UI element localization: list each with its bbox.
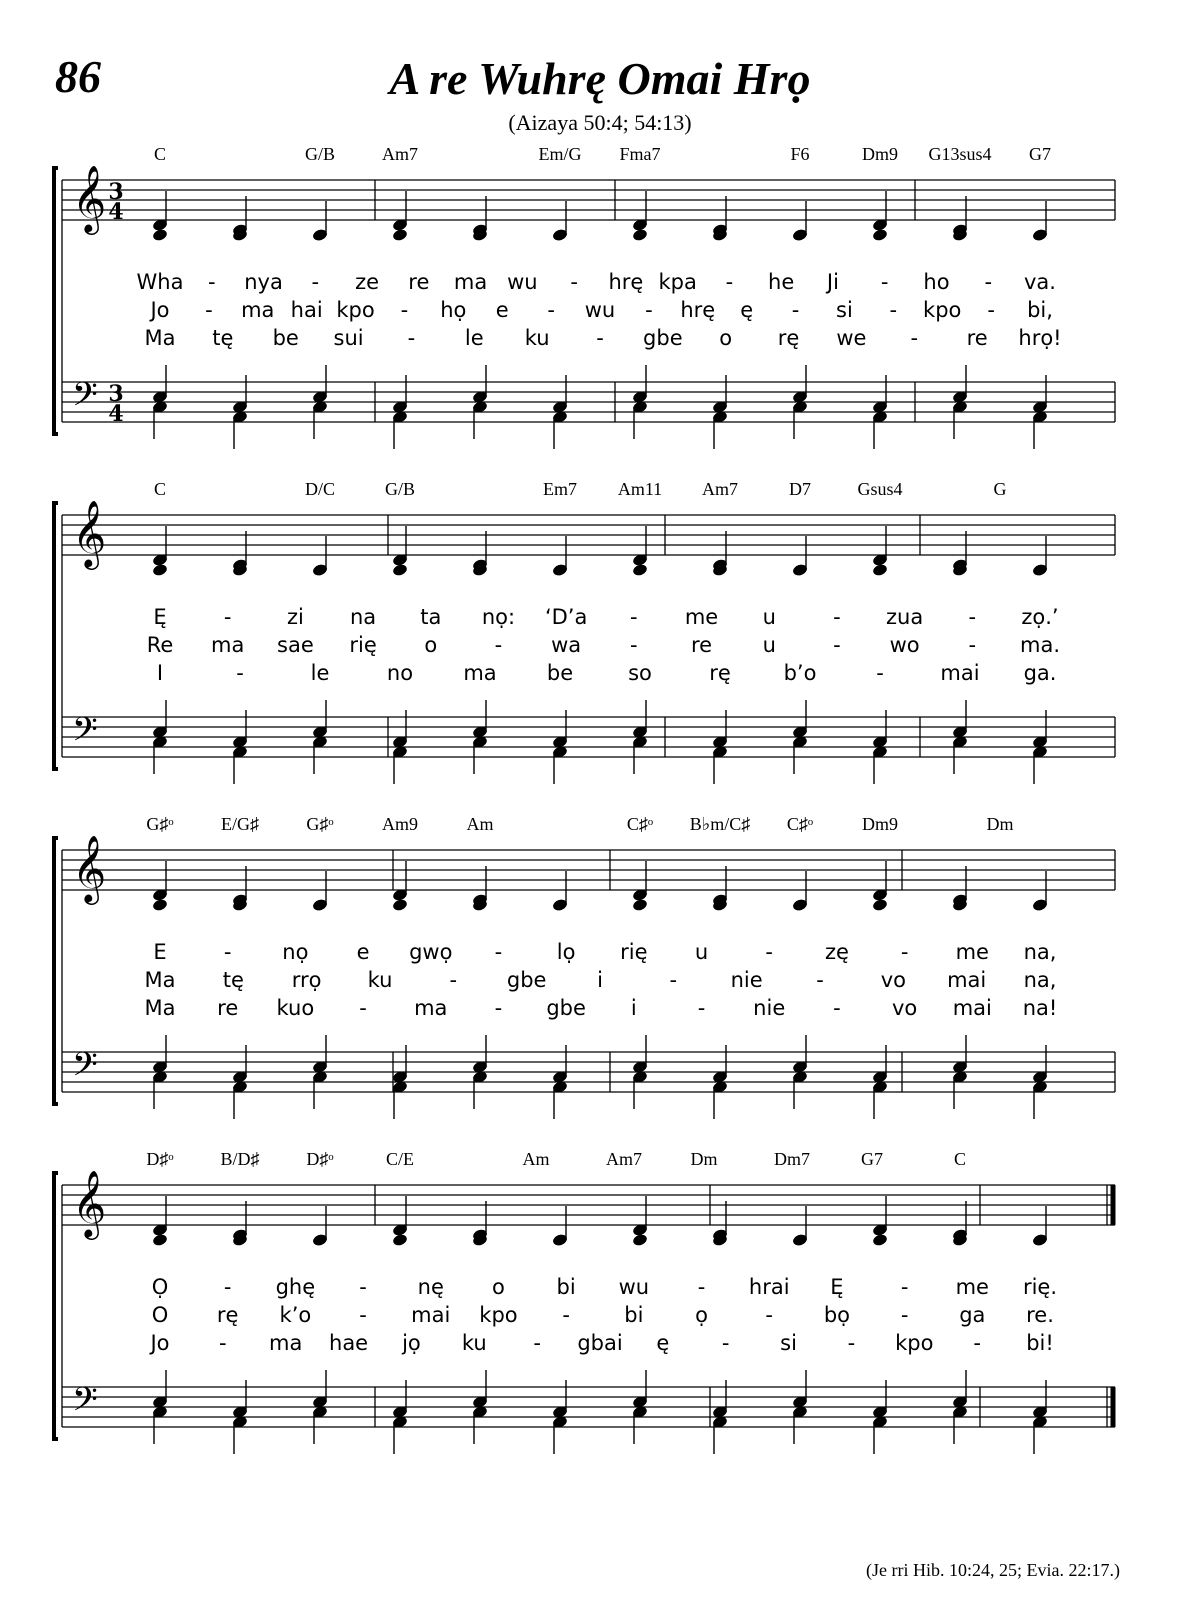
- note-head: [392, 563, 409, 577]
- chord-symbol: Am7: [606, 1149, 642, 1169]
- note-head: [632, 228, 649, 242]
- footnote-references: (Je rri Hib. 10:24, 25; Evia. 22:17.): [866, 1560, 1120, 1580]
- lyric-syllable: u: [762, 633, 776, 657]
- note-head: [392, 898, 409, 912]
- lyric-syllable: rę: [777, 326, 800, 350]
- lyric-syllable: mai: [411, 1303, 451, 1327]
- lyric-syllable: be: [272, 326, 299, 350]
- lyric-hyphen: -: [547, 298, 555, 322]
- lyric-syllable: mai: [947, 968, 987, 992]
- lyric-syllable: na!: [1022, 996, 1058, 1020]
- lyric-syllable: zę: [824, 940, 849, 964]
- lyric-hyphen: -: [697, 1275, 706, 1299]
- lyric-syllable: so: [628, 661, 652, 685]
- lyric-syllable: Ma: [144, 968, 176, 992]
- lyric-hyphen: -: [900, 940, 909, 964]
- lyric-hyphen: -: [207, 270, 216, 294]
- lyric-syllable: nie: [730, 968, 763, 992]
- lyric-syllable: hae: [329, 1331, 369, 1355]
- lyric-syllable: gbai: [577, 1331, 623, 1355]
- note-head: [872, 563, 889, 577]
- note-head: [152, 898, 169, 912]
- chord-symbol: Fma7: [619, 144, 661, 164]
- lyric-hyphen: -: [223, 1275, 232, 1299]
- chord-symbol: Dm9: [862, 814, 898, 834]
- lyric-syllable: tę: [222, 968, 244, 992]
- lyric-syllable: hrọ!: [1018, 326, 1062, 350]
- lyric-syllable: ho: [923, 270, 950, 294]
- lyric-syllable: me: [955, 1275, 989, 1299]
- lyric-syllable: ga: [959, 1303, 986, 1327]
- lyric-syllable: wu: [584, 298, 616, 322]
- lyric-syllable: i: [630, 996, 637, 1020]
- system-bracket: [54, 168, 58, 434]
- lyric-syllable: ma: [241, 298, 275, 322]
- lyric-hyphen: -: [876, 661, 884, 685]
- lyric-syllable: kpo: [479, 1303, 518, 1327]
- lyric-syllable: na: [349, 605, 377, 629]
- lyric-syllable: rię: [349, 633, 377, 657]
- lyric-hyphen: -: [725, 270, 734, 294]
- chord-symbol: G/B: [384, 479, 416, 499]
- lyric-syllable: me: [955, 940, 989, 964]
- lyric-hyphen: -: [494, 996, 503, 1020]
- lyric-syllable: nie: [753, 996, 786, 1020]
- treble-clef-icon: 𝄞: [72, 164, 107, 232]
- lyric-syllable: zi: [286, 605, 304, 629]
- hymn-title: A re Wuhrę Omai Hrọ: [389, 53, 811, 104]
- lyric-syllable: ę: [656, 1331, 670, 1355]
- lyric-syllable: le: [310, 661, 330, 685]
- chord-symbol: D♯ᵒ: [146, 1149, 174, 1169]
- lyric-syllable: me: [684, 605, 719, 629]
- lyric-syllable: gbe: [643, 326, 683, 350]
- chord-symbol: B♭m/C♯: [689, 814, 751, 834]
- bass-clef-icon: 𝄢: [72, 711, 98, 757]
- lyric-syllable: hrę: [608, 270, 644, 294]
- lyric-hyphen: -: [570, 270, 578, 294]
- lyric-hyphen: -: [359, 996, 367, 1020]
- lyric-syllable: lọ: [556, 940, 576, 964]
- lyric-syllable: no: [386, 661, 414, 685]
- lyric-syllable: Ę: [830, 1275, 844, 1299]
- lyric-syllable: kpo: [336, 298, 375, 322]
- lyric-syllable: hrę: [680, 298, 716, 322]
- chord-symbol: G13sus4: [928, 144, 992, 164]
- lyric-syllable: mai: [940, 661, 980, 685]
- lyric-hyphen: -: [400, 298, 409, 322]
- note-head: [392, 228, 409, 242]
- lyric-syllable: we: [836, 326, 867, 350]
- lyric-syllable: kpa: [658, 270, 697, 294]
- lyric-hyphen: -: [630, 605, 638, 629]
- lyric-syllable: sui: [333, 326, 364, 350]
- time-signature-denominator: 4: [108, 199, 124, 225]
- chord-symbol: Dm7: [774, 1149, 810, 1169]
- lyric-syllable: o: [719, 326, 733, 350]
- lyric-syllable: i: [597, 968, 603, 992]
- lyric-syllable: Ji: [826, 270, 839, 294]
- chord-symbol: G: [993, 479, 1007, 499]
- lyric-syllable: rrọ: [291, 968, 322, 992]
- lyric-syllable: Wha: [136, 270, 184, 294]
- lyric-syllable: ghę: [275, 1275, 316, 1299]
- chord-symbol: G♯ᵒ: [306, 814, 334, 834]
- lyric-syllable: ma: [453, 270, 488, 294]
- lyric-syllable: re: [217, 996, 239, 1020]
- system-bracket: [54, 1173, 58, 1439]
- lyric-syllable: zua: [886, 605, 924, 629]
- lyric-syllable: nę: [417, 1275, 444, 1299]
- chord-symbol: E/G♯: [221, 814, 259, 834]
- lyric-syllable: vo: [880, 968, 906, 992]
- lyric-hyphen: -: [765, 1303, 774, 1327]
- lyric-syllable: e: [356, 940, 370, 964]
- note-head: [872, 898, 889, 912]
- lyric-syllable: kpo: [895, 1331, 934, 1355]
- chord-symbol: C♯ᵒ: [626, 814, 654, 834]
- lyric-syllable: ku: [367, 968, 393, 992]
- bass-clef-icon: 𝄢: [72, 1381, 98, 1427]
- lyric-hyphen: -: [987, 298, 995, 322]
- lyric-hyphen: -: [407, 326, 416, 350]
- note-head: [152, 563, 169, 577]
- lyric-syllable: Ma: [144, 326, 176, 350]
- lyric-syllable: e: [495, 298, 509, 322]
- chord-symbol: Am11: [617, 479, 663, 499]
- lyric-hyphen: -: [721, 1331, 730, 1355]
- lyric-hyphen: -: [669, 968, 678, 992]
- lyric-hyphen: -: [968, 633, 977, 657]
- lyric-hyphen: -: [973, 1331, 981, 1355]
- chord-symbol: D7: [789, 479, 811, 499]
- lyric-hyphen: -: [311, 270, 320, 294]
- chord-symbol: F6: [790, 144, 810, 164]
- chord-symbol: G♯ᵒ: [146, 814, 174, 834]
- scripture-reference: (Aizaya 50:4; 54:13): [508, 110, 692, 135]
- chord-symbol: Em7: [543, 479, 577, 499]
- lyric-syllable: re: [966, 326, 988, 350]
- lyric-hyphen: -: [359, 1275, 367, 1299]
- lyric-syllable: wa: [551, 633, 582, 657]
- lyric-syllable: wu: [507, 270, 538, 294]
- chord-symbol: B/D♯: [220, 1149, 260, 1169]
- chord-symbol: C: [153, 479, 167, 499]
- lyric-hyphen: -: [889, 298, 898, 322]
- chord-symbol: C♯ᵒ: [786, 814, 814, 834]
- lyric-syllable: Ma: [144, 996, 176, 1020]
- lyric-syllable: hai: [290, 298, 323, 322]
- lyric-syllable: wu: [618, 1275, 650, 1299]
- treble-clef-icon: 𝄞: [72, 1169, 107, 1237]
- lyric-syllable: re: [690, 633, 713, 657]
- note-head: [152, 228, 169, 242]
- lyric-syllable: be: [546, 661, 574, 685]
- lyric-syllable: re: [408, 270, 430, 294]
- lyric-syllable: si: [780, 1331, 797, 1355]
- chord-symbol: Am: [466, 814, 494, 834]
- lyric-syllable: O: [151, 1303, 169, 1327]
- chord-symbol: C: [953, 1149, 967, 1169]
- lyric-hyphen: -: [533, 1331, 541, 1355]
- lyric-syllable: he: [768, 270, 795, 294]
- hymn-number: 86: [55, 51, 101, 102]
- lyric-syllable: ma: [211, 633, 245, 657]
- lyric-syllable: rię: [620, 940, 648, 964]
- lyric-syllable: rię.: [1022, 1275, 1058, 1299]
- lyric-hyphen: -: [205, 298, 213, 322]
- chord-symbol: Am7: [382, 144, 418, 164]
- chord-symbol: C/E: [385, 1149, 415, 1169]
- chord-symbol: Am9: [382, 814, 418, 834]
- note-head: [872, 228, 889, 242]
- lyric-syllable: Ọ: [151, 1275, 169, 1299]
- lyric-syllable: gbe: [506, 968, 547, 992]
- note-head: [872, 1233, 889, 1247]
- time-signature-numerator: 3: [108, 179, 124, 205]
- lyric-hyphen: -: [219, 1331, 227, 1355]
- chord-symbol: G/B: [304, 144, 336, 164]
- lyric-hyphen: -: [596, 326, 604, 350]
- chord-symbol: G7: [1029, 144, 1051, 164]
- lyric-syllable: na,: [1023, 940, 1057, 964]
- lyric-hyphen: -: [880, 270, 889, 294]
- lyric-syllable: va.: [1024, 270, 1056, 294]
- treble-clef-icon: 𝄞: [72, 499, 107, 567]
- lyric-syllable: b’o: [783, 661, 817, 685]
- lyric-syllable: wo: [889, 633, 920, 657]
- lyric-hyphen: -: [984, 270, 993, 294]
- lyric-syllable: u: [694, 940, 709, 964]
- lyric-syllable: ga.: [1023, 661, 1057, 685]
- lyric-syllable: ta: [420, 605, 442, 629]
- chord-symbol: Dm: [986, 814, 1014, 834]
- lyric-syllable: ọ: [695, 1303, 708, 1327]
- note-head: [632, 898, 649, 912]
- lyric-syllable: Re: [146, 633, 174, 657]
- lyric-hyphen: -: [359, 1303, 367, 1327]
- note-head: [632, 1233, 649, 1247]
- lyric-syllable: gwọ: [409, 940, 453, 964]
- lyric-syllable: k’o: [279, 1303, 312, 1327]
- lyric-syllable: Jo: [150, 1331, 170, 1355]
- bass-clef-icon: 𝄢: [72, 376, 98, 422]
- lyric-syllable: kuo: [276, 996, 315, 1020]
- lyric-hyphen: -: [223, 940, 232, 964]
- lyric-syllable: nọ: [282, 940, 309, 964]
- chord-symbol: D♯ᵒ: [306, 1149, 334, 1169]
- lyric-syllable: Jo: [150, 298, 170, 322]
- lyric-hyphen: -: [847, 1331, 856, 1355]
- lyric-syllable: o: [424, 633, 438, 657]
- lyric-syllable: ‘D’a: [544, 605, 588, 629]
- lyric-syllable: E: [153, 940, 167, 964]
- lyric-syllable: Ę: [153, 605, 167, 629]
- note-head: [632, 563, 649, 577]
- lyric-syllable: ę: [740, 298, 754, 322]
- lyric-hyphen: -: [765, 940, 774, 964]
- lyric-syllable: rę: [709, 661, 731, 685]
- lyric-syllable: nọ:: [481, 605, 516, 629]
- lyric-syllable: u: [762, 605, 776, 629]
- lyric-syllable: re.: [1026, 1303, 1054, 1327]
- lyric-syllable: gbe: [546, 996, 586, 1020]
- lyric-syllable: ma: [414, 996, 448, 1020]
- chord-symbol: Am: [522, 1149, 550, 1169]
- lyric-hyphen: -: [900, 1303, 909, 1327]
- lyric-syllable: ku: [524, 326, 550, 350]
- chord-symbol: Dm9: [862, 144, 898, 164]
- lyric-syllable: jọ: [402, 1331, 421, 1355]
- lyric-syllable: ku: [461, 1331, 487, 1355]
- lyric-syllable: nya: [244, 270, 283, 294]
- lyric-hyphen: -: [833, 605, 841, 629]
- lyric-syllable: sae: [277, 633, 314, 657]
- lyric-syllable: na,: [1023, 968, 1057, 992]
- lyric-hyphen: -: [236, 661, 244, 685]
- lyric-hyphen: -: [449, 968, 458, 992]
- lyric-hyphen: -: [223, 605, 232, 629]
- lyric-syllable: hrai: [748, 1275, 790, 1299]
- lyric-hyphen: -: [816, 968, 824, 992]
- lyric-hyphen: -: [494, 940, 503, 964]
- bass-clef-icon: 𝄢: [72, 1046, 98, 1092]
- lyric-hyphen: -: [697, 996, 706, 1020]
- lyric-syllable: I: [156, 661, 164, 685]
- lyric-syllable: rę: [216, 1303, 239, 1327]
- lyric-syllable: ze: [355, 270, 380, 294]
- time-signature-numerator: 3: [108, 381, 124, 407]
- lyric-syllable: kpo: [923, 298, 962, 322]
- lyric-syllable: bi!: [1026, 1331, 1054, 1355]
- lyric-syllable: le: [464, 326, 484, 350]
- lyric-hyphen: -: [968, 605, 977, 629]
- lyric-hyphen: -: [645, 298, 653, 322]
- note-head: [152, 1233, 169, 1247]
- lyric-syllable: tę: [212, 326, 234, 350]
- chord-symbol: Gsus4: [857, 479, 903, 499]
- lyric-syllable: bi: [556, 1275, 576, 1299]
- lyric-syllable: bi,: [1027, 298, 1053, 322]
- lyric-syllable: si: [836, 298, 853, 322]
- lyric-syllable: o: [492, 1275, 505, 1299]
- lyric-syllable: zọ.’: [1021, 605, 1059, 629]
- chord-symbol: Em/G: [538, 144, 582, 164]
- system-bracket: [54, 838, 58, 1104]
- lyric-hyphen: -: [833, 633, 841, 657]
- treble-clef-icon: 𝄞: [72, 834, 107, 902]
- lyric-syllable: họ: [440, 298, 467, 322]
- time-signature-denominator: 4: [108, 401, 124, 427]
- chord-symbol: D/C: [304, 479, 336, 499]
- lyric-hyphen: -: [562, 1303, 570, 1327]
- chord-symbol: C: [153, 144, 167, 164]
- system-bracket: [54, 503, 58, 769]
- lyric-syllable: mai: [952, 996, 992, 1020]
- note-head: [392, 1233, 409, 1247]
- lyric-hyphen: -: [910, 326, 919, 350]
- chord-symbol: Am7: [702, 479, 738, 499]
- lyric-hyphen: -: [494, 633, 503, 657]
- lyric-syllable: vo: [891, 996, 918, 1020]
- lyric-syllable: bi: [624, 1303, 644, 1327]
- lyric-syllable: ma.: [1019, 633, 1061, 657]
- chord-symbol: G7: [861, 1149, 883, 1169]
- lyric-hyphen: -: [900, 1275, 909, 1299]
- lyric-hyphen: -: [833, 996, 841, 1020]
- lyric-syllable: ma: [463, 661, 497, 685]
- lyric-syllable: ma: [269, 1331, 303, 1355]
- chord-symbol: Dm: [690, 1149, 718, 1169]
- lyric-hyphen: -: [630, 633, 638, 657]
- lyric-hyphen: -: [791, 298, 800, 322]
- lyric-syllable: bọ: [823, 1303, 851, 1327]
